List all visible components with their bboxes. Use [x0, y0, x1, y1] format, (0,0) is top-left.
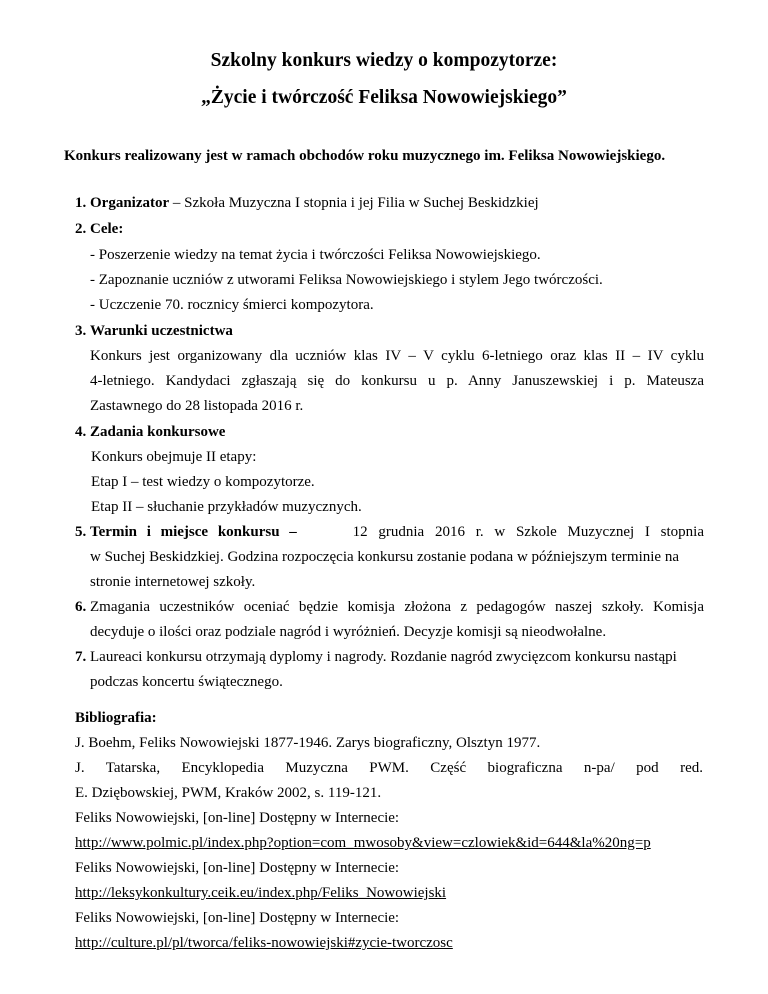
section-organizator [90, 195, 539, 212]
section-line: Laureaci konkursu otrzymają dyplomy i nagrody. Rozdanie nagród zwycięzcom konkursu nastąpi [90, 649, 677, 665]
bibliography-entry: J. Boehm, Feliks Nowowiejski 1877-1946. Zarys biograficzny, Olsztyn 1977. [75, 735, 541, 751]
bibliography-entry: E. Dziębowskiej, PWM, Kraków 2002, s. 119-121. [75, 785, 382, 801]
section-line: 4-letniego. Kandydaci zgłaszają się do konkursu u p. Anny Januszewskiej i p. Mateusza [90, 373, 704, 389]
section-line: - Uczczenie 70. rocznicy śmierci kompozytora. [90, 297, 374, 313]
section-text: – Szkoła Muzyczna I stopnia i jej Filia w Suchej Beskidzkiej [169, 195, 539, 211]
bibliography-link[interactable]: http://leksykonkultury.ceik.eu/index.php/Feliks_Nowowiejski [75, 885, 447, 901]
section-line: Zmagania uczestników oceniać będzie komisja złożona z pedagogów naszej szkoły. Komisja [90, 599, 704, 615]
section-number: 7. [75, 649, 87, 665]
section-line: podczas koncertu świątecznego. [90, 674, 283, 690]
bibliography-link[interactable]: http://www.polmic.pl/index.php?option=com_mwosoby&view=czlowiek&id=644&la%20ng=p [75, 835, 651, 851]
section-line: stronie internetowej szkoły. [90, 574, 256, 590]
section-line: - Zapoznanie uczniów z utworami Feliksa Nowowiejskiego i stylem Jego twórczości. [90, 272, 603, 288]
section-line: Konkurs jest organizowany dla uczniów klas IV – V cyklu 6-letniego oraz klas II – IV cyklu [90, 348, 704, 364]
section-number: 6. [75, 599, 87, 615]
section-text: 12 grudnia 2016 r. w Szkole Muzycznej I stopnia [352, 524, 704, 540]
section-label: Cele: [90, 221, 124, 237]
section-number: 2. [75, 221, 87, 237]
bibliography-link[interactable]: http://culture.pl/pl/tworca/feliks-nowowiejski#zycie-tworczosc [75, 935, 453, 951]
bibliography-entry: Feliks Nowowiejski, [on-line] Dostępny w Internecie: [75, 860, 400, 876]
page-subtitle: „Życie i twórczość Feliksa Nowowiejskiego” [201, 87, 567, 108]
section-line: Zastawnego do 28 listopada 2016 r. [90, 398, 304, 414]
section-line: Etap I – test wiedzy o kompozytorze. [91, 474, 315, 490]
section-number: 5. [75, 524, 87, 540]
section-label: Zadania konkursowe [90, 424, 226, 440]
page-title: Szkolny konkurs wiedzy o kompozytorze: [210, 50, 558, 71]
bibliography-entry: Feliks Nowowiejski, [on-line] Dostępny w Internecie: [75, 910, 400, 926]
section-line: decyduje o ilości oraz podziale nagród i wyróżnień. Decyzje komisji są nieodwołalne. [90, 624, 607, 640]
section-termin [90, 524, 704, 541]
bibliography-entry: J. Tatarska, Encyklopedia Muzyczna PWM. Część biograficzna n-pa/ pod red. [75, 760, 703, 776]
section-number: 1. [75, 195, 87, 211]
section-line: Konkurs obejmuje II etapy: [91, 449, 257, 465]
section-line: Etap II – słuchanie przykładów muzycznych. [91, 499, 362, 515]
intro-paragraph: Konkurs realizowany jest w ramach obchodów roku muzycznego im. Feliksa Nowowiejskiego. [64, 148, 666, 164]
section-line: w Suchej Beskidzkiej. Godzina rozpoczęcia konkursu zostanie podana w późniejszym terminie na [90, 549, 679, 565]
section-number: 4. [75, 424, 87, 440]
section-label: Termin i miejsce konkursu – [90, 524, 297, 540]
section-label: Warunki uczestnictwa [90, 323, 233, 339]
bibliography-heading: Bibliografia: [75, 710, 157, 726]
section-label: Organizator [90, 195, 170, 211]
section-number: 3. [75, 323, 87, 339]
bibliography-entry: Feliks Nowowiejski, [on-line] Dostępny w Internecie: [75, 810, 400, 826]
section-line: - Poszerzenie wiedzy na temat życia i twórczości Feliksa Nowowiejskiego. [90, 247, 541, 263]
